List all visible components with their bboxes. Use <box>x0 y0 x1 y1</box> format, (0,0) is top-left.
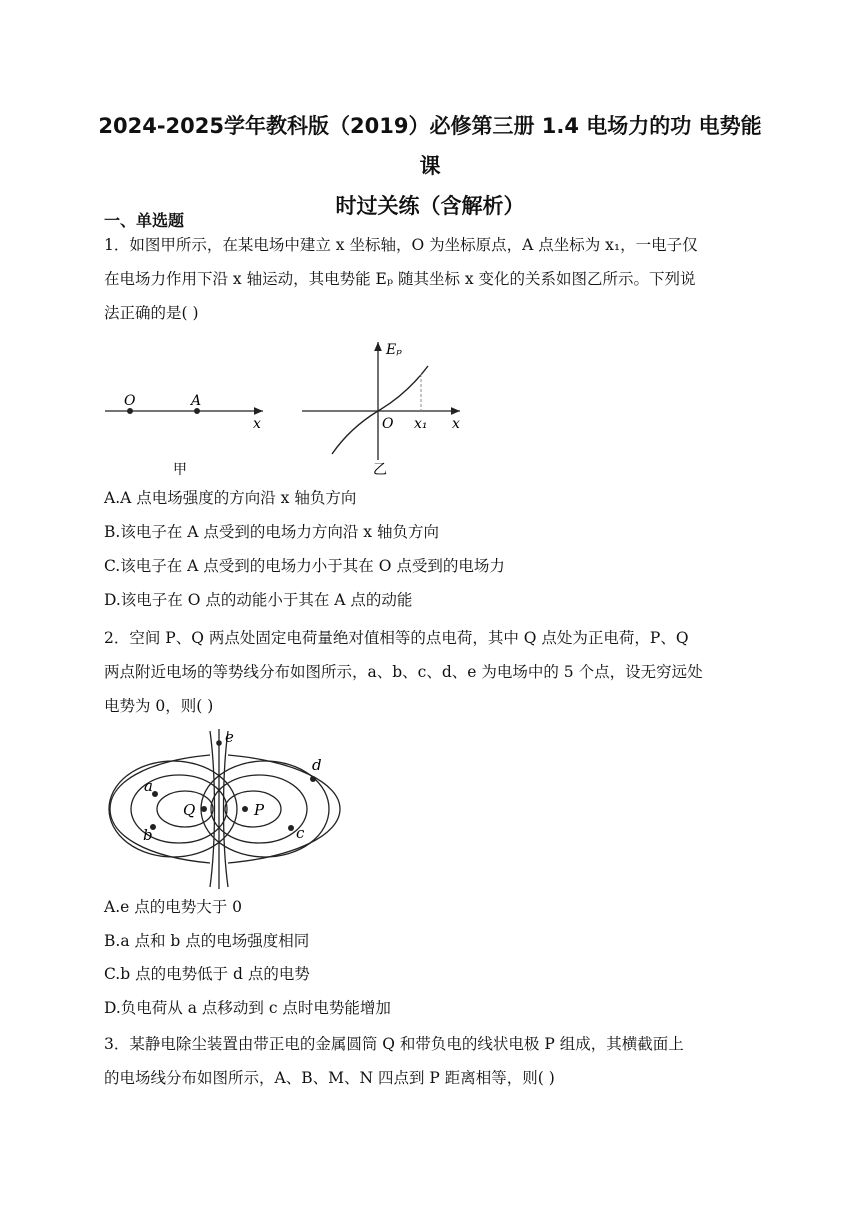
q3-line-2: 的电场线分布如图所示，A、B、M、N 四点到 P 距离相等，则( ) <box>104 1069 555 1087</box>
figure-jia <box>105 393 263 478</box>
q1-line-1: 1．如图甲所示，在某电场中建立 x 坐标轴，O 为坐标原点，A 点坐标为 x₁，一电子仅 <box>104 236 698 254</box>
question-2-stem <box>104 621 764 723</box>
label-x1: x₁ <box>414 416 428 432</box>
q3-line-1: 3．某静电除尘装置由带正电的金属圆筒 Q 和带负电的线状电极 P 组成，其横截面上 <box>104 1035 684 1053</box>
label-P: P <box>254 801 265 819</box>
label-O2: O <box>382 416 394 432</box>
q2-figure <box>105 725 355 890</box>
q1-option-a: A.A 点电场强度的方向沿 x 轴负方向 <box>104 489 357 507</box>
document-title <box>90 106 770 226</box>
label-Q: Q <box>183 801 196 819</box>
q2-option-a: A.e 点的电势大于 0 <box>104 898 243 916</box>
q1-line-3: 法正确的是( ) <box>104 304 199 322</box>
label-d: d <box>312 756 322 774</box>
figure-yi <box>302 342 460 478</box>
q2-option-c: C.b 点的电势低于 d 点的电势 <box>104 965 310 983</box>
label-c: c <box>296 824 305 842</box>
question-1-stem <box>104 228 764 330</box>
title-line-1: 2024-2025学年教科版（2019）必修第三册 1.4 电场力的功 电势能 课 <box>98 114 762 178</box>
label-x2: x <box>452 416 460 432</box>
section-heading: 一、单选题 <box>104 211 185 230</box>
q1-figure <box>95 338 485 483</box>
label-A: A <box>191 393 202 409</box>
q2-option-b: B.a 点和 b 点的电场强度相同 <box>104 932 310 950</box>
label-b: b <box>143 826 153 844</box>
title-line-2: 时过关练（含解析） <box>335 194 525 218</box>
caption-yi: 乙 <box>373 462 387 478</box>
label-a: a <box>144 777 153 795</box>
label-e: e <box>225 728 234 746</box>
label-O: O <box>124 393 136 409</box>
q2-line-2: 两点附近电场的等势线分布如图所示，a、b、c、d、e 为电场中的 5 个点，设无穷远处 <box>104 663 703 681</box>
label-x: x <box>253 416 261 432</box>
q2-line-3: 电势为 0，则( ) <box>104 697 214 715</box>
q1-option-b: B.该电子在 A 点受到的电场力方向沿 x 轴负方向 <box>104 523 439 541</box>
q1-line-2: 在电场力作用下沿 x 轴运动，其电势能 Eₚ 随其坐标 x 变化的关系如图乙所示。下列说 <box>104 270 696 288</box>
q2-option-d: D.负电荷从 a 点移动到 c 点时电势能增加 <box>104 999 391 1017</box>
q1-option-c: C.该电子在 A 点受到的电场力小于其在 O 点受到的电场力 <box>104 557 505 575</box>
label-Ep: Eₚ <box>386 342 402 358</box>
q1-option-d: D.该电子在 O 点的动能小于其在 A 点的动能 <box>104 591 413 609</box>
caption-jia: 甲 <box>173 462 187 478</box>
q2-line-1: 2．空间 P、Q 两点处固定电荷量绝对值相等的点电荷，其中 Q 点处为正电荷，P、Q <box>104 629 689 647</box>
question-3-stem <box>104 1027 764 1095</box>
